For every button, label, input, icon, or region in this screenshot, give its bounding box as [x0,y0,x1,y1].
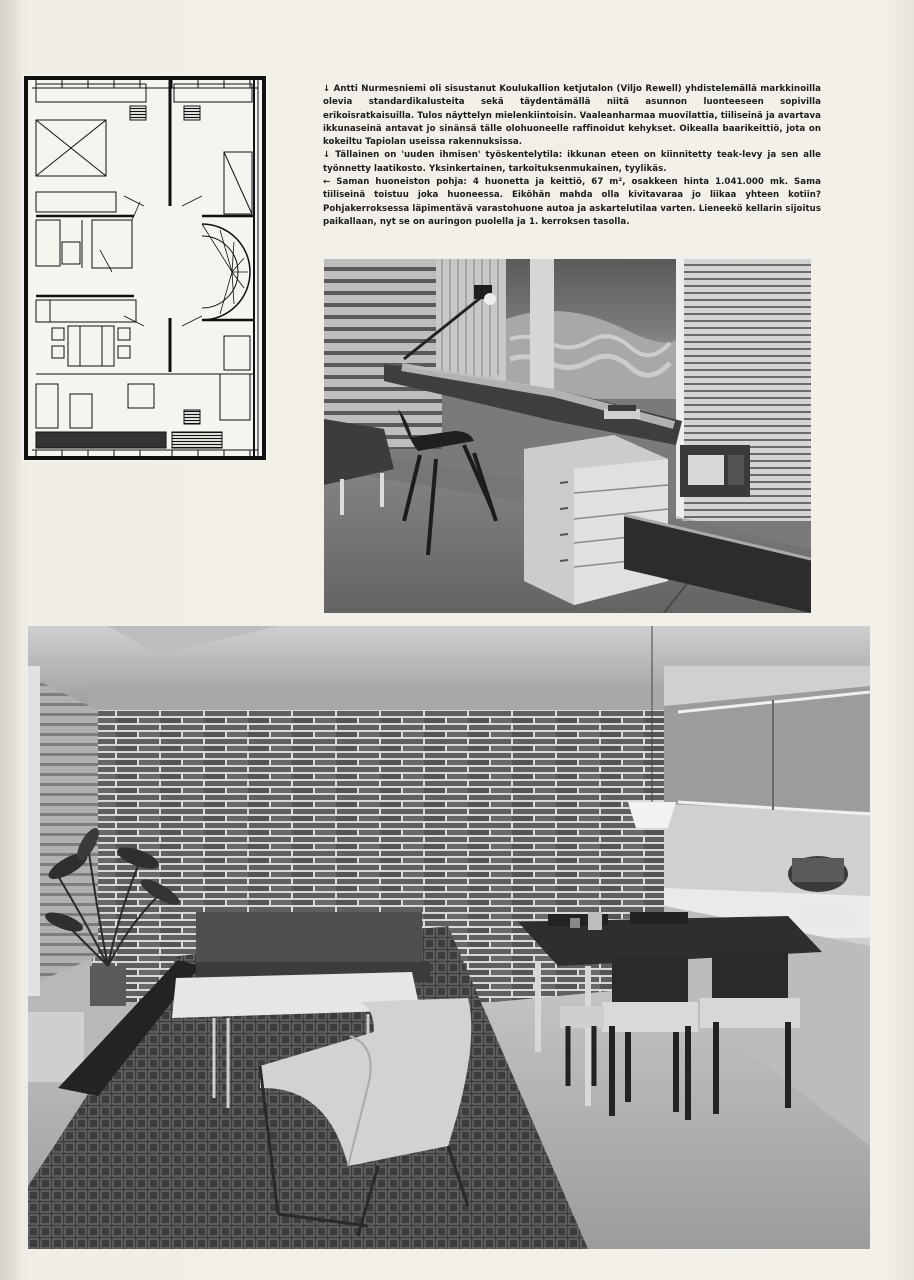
caption-living-room: ↓ Antti Nurmesniemi oli sisustanut Koulukallion ketjutalon (Viljo Rewell) yhdistelemällä markkinoilla olevia standardikalusteita sekä täydentämällä niitä asunnon luonteeseen sopivilla erikoisratkaisuilla. Tulos näyttelyn mielenkiintoisin. Vaaleanharmaa muovilattia, tiiliseinä ja avartava ikkunaseinä antavat jo sinänsä tälle olohuoneelle raffinoidut kehykset. Oikealla baarikeittiö, jota on kokeiltu Tapiolan useissa rakennuksissa. [323,84,821,148]
living-room-photo [28,626,870,1249]
caption-workspace: ↓ Tällainen on 'uuden ihmisen' työskentelytila: ikkunan eteen on kiinnitetty teak-levy ja sen alle työnnetty laatikosto. Yksinkertainen, tarkoituksenmukainen, tyylikäs. [323,150,821,174]
workspace-photo [324,259,811,613]
caption-floor-plan: ← Saman huoneiston pohja: 4 huonetta ja keittiö, 67 m², osakkeen hinta 1.041.000 mk. Sama tiiliseinä toistuu joka huoneessa. Eiköhän mahda olla kivitavaraa jo liikaa yhteen kotiin? Pohjakerroksessa läpimentävä varastohuone autoa ja askartelutilaa varten. Lieneekö kellarin sijoitus paikallaan, nyt se on auringon puolella ja 1. kerroksen tasolla. [323,177,821,227]
floor-plan-drawing [22,74,268,462]
page-crease [0,0,22,1280]
caption-block [323,83,821,229]
